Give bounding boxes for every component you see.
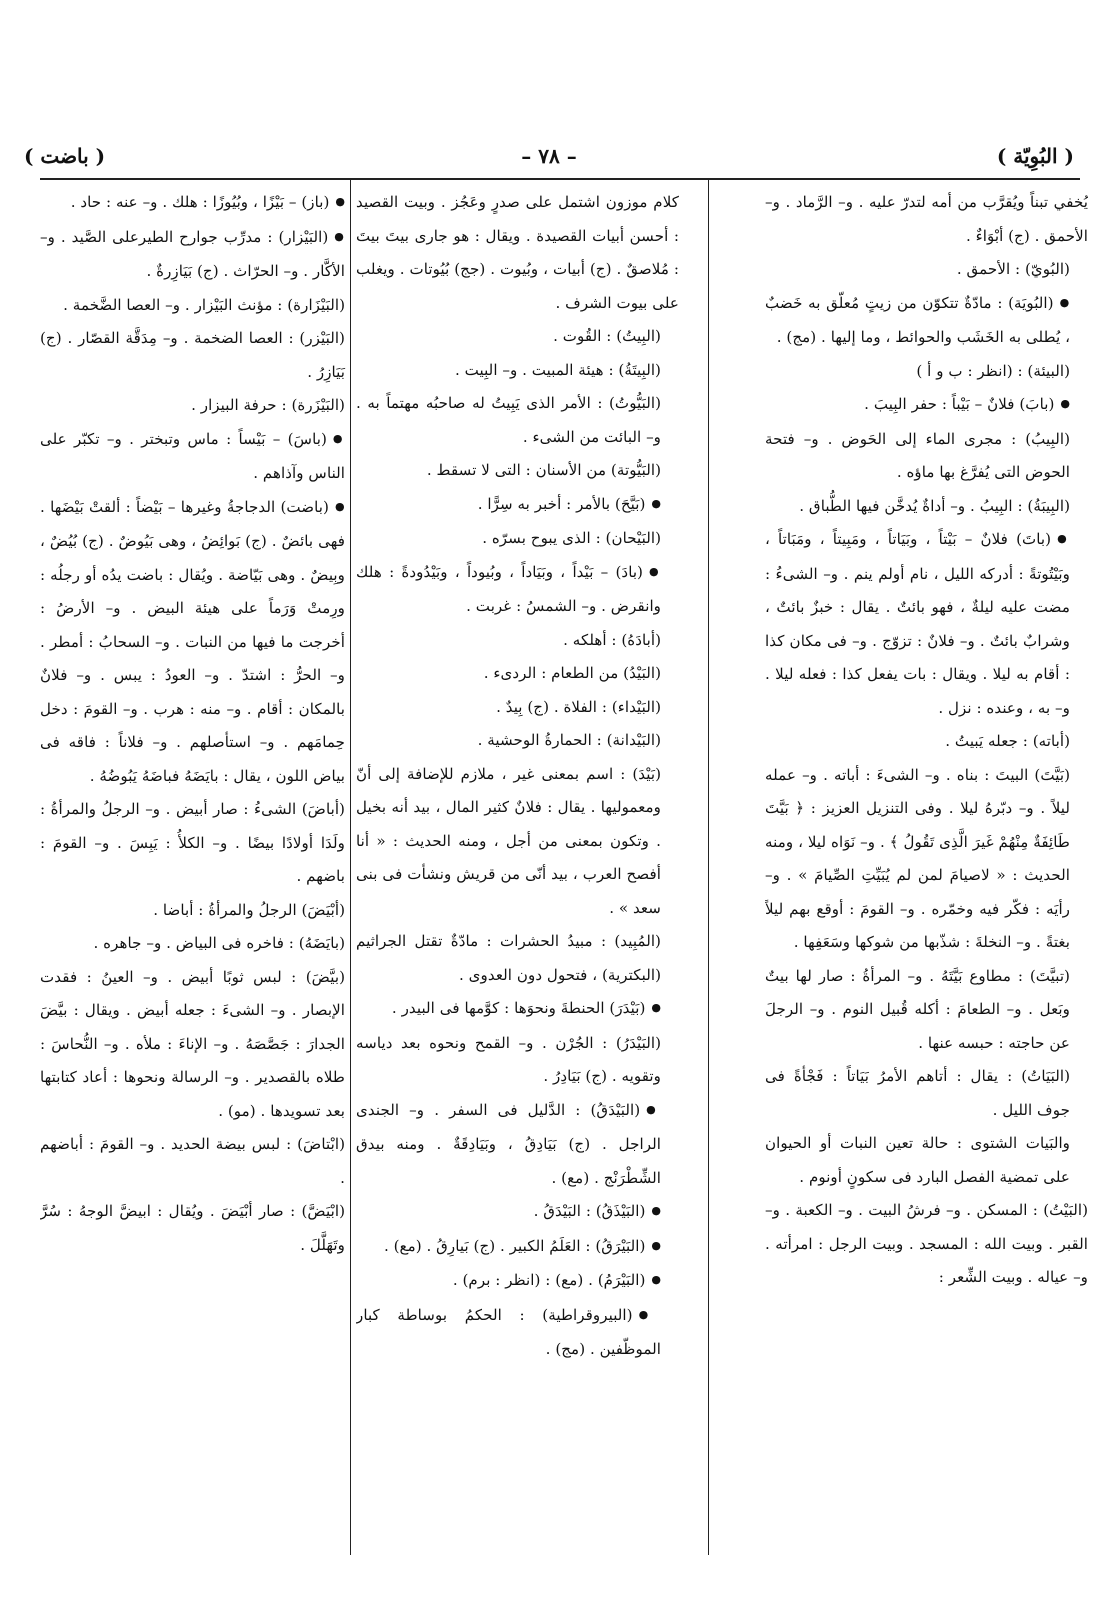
dictionary-entry: (البِيبُ) : مجرى الماء إلى الحَوض . و– فتحة الحوض التى يُفرَّغ بها ماؤه . — [765, 429, 1070, 481]
dictionary-entry: (البيئة) : (انظر : ب و أ ) — [916, 361, 1070, 380]
dictionary-entry: ● (باضت) الدجاجةُ وغيرها – بَيْضاً : ألقتْ بَيْضَها . فهى بائضٌ . (ج) بَوائِضُ ، وهى بَيُوضٌ . (ج) بُيُضٌ ، وبِيضٌ . وهى بَيّاضة . ويُقال : باضت يدُه أو رجلُه : ورِمتْ وَرَماً على هيئة البيض . و– الأرضُ : أخرجت ما فيها من النبات . و– السحابُ : أمطر . و– الحرُّ : اشتدّ . و– العودُ : يبس . و– فلانٌ بالمكان : أقام . و– منه : هرب . و– القومَ : دخل حِمامَهم . و– استأصلهم . و– فلاناً : فاقه فى بياض اللون ، يقال : بايَضَهُ فباضَهُ يَبُوضُهُ . — [40, 491, 363, 794]
dictionary-entry: ● (بادَ) – بَيْداً ، وبَيَاداً ، وبُيوداً ، وبَيْدُودةً : هلك وانقرض . و– الشمسُ : غربت . — [356, 556, 679, 624]
dictionary-entry: (البَيْزر) : العصا الضخمة . و– مِدَقَّة القصّار . (ج) بَيَازِرُ . — [40, 329, 345, 381]
dictionary-entry: (البَيْزَرة) : حرفة البيزار . — [191, 396, 345, 414]
dictionary-entry: (البِيتَةُ) : هيئة المبيت . و– البِيت . — [454, 360, 661, 379]
dictionary-entry: (بَيَّتَ) البيتَ : بناه . و– الشىءَ : أباته . و– عمله ليلاً . و– دبّرهُ ليلا . وفى التنزيل العزيز : ﴿ بَيَّتَ طَائِفَةٌ مِنْهُمْ غَيرَ الَّذِى تَقُولُ ﴾ . و– نَوَاه ليلا ، ومنه الحديث : « لاصيامَ لمن لم يُبَيِّتِ الصِّيامَ » . و– رأيَه : فكّر فيه وخمّره . و– القومَ : أوقع بهم ليلاً بغتةً . و– النخلةَ : شذّبها من شوكها وسَعَفِها . — [765, 765, 1070, 951]
dictionary-entry: ● (البُويَة) : مادّةٌ تتكوّن من زيتٍ مُعلّق به خَضبٌ ، يُطلى به الخَشَب والحوائط ، وما إليها . (مج) . — [765, 287, 1088, 355]
dictionary-entry: (البَيْتُ) : المسكن . و– فرشُ البيت . و– الكعبة . و– القبر . وبيت الله : المسجد . وبيت الرجل : امرأته . و– عياله . وبيت الشِّعر : — [765, 1201, 1088, 1286]
dictionary-entry: (المُبِيد) : مبيدُ الحشرات : مادّةٌ تقتل الجراثيم (البكترية) ، فتحول دون العدوى . — [356, 932, 661, 984]
dictionary-entry: (البَيُّوتُ) : الأمر الذى يَبِيتُ له صاحبُه مهتماً به . و– البائت من الشىء . — [356, 394, 661, 446]
dictionary-entry: يُخفي تبناً ويُقرَّب من أمه لتدرّ عليه . و– الرَّماد . و– الأحمق . (ج) أبْوَاءٌ . — [765, 193, 1088, 245]
header-keyword-left: ( باضت ) — [24, 144, 106, 168]
dictionary-entry: ● (باتَ) فلانٌ – بَيْتاً ، وبَيَاتاً ، ومَبِيتاً ، ومَبَاتاً ، وبَيْتُوتةً : أدركه الليل ، نام أولم ينم . و– الشىءُ : مضت عليه ليلةٌ ، فهو بائتٌ . يقال : خبزٌ بائتٌ ، وشرابٌ بائتٌ . و– فلانٌ : تزوّج . و– فى مكان كذا : أقام به ليلا . ويقال : بات يفعل كذا : فعله ليلا . و– به ، وعنده : نزل . — [765, 523, 1088, 725]
dictionary-entry: (تبيَّتَ) : مطاوع بَيَّتَهُ . و– المرأةُ : صار لها بيتٌ وبَعل . و– الطعامَ : أكله قُبيل النوم . و– الرجلَ عن حاجته : حبسه عنها . — [765, 966, 1070, 1052]
dictionary-entry: (ابْتاضَ) : لبس بيضة الحديد . و– القومَ : أباضهم . — [40, 1135, 345, 1187]
dictionary-entry: (البِيبَةُ) : البِيبُ . و– أداةٌ يُدخَّن فيها الطُّباق . — [799, 496, 1070, 515]
dictionary-entry: (البَيْدَرُ) : الجُرْن . و– القمح ونحوه بعد دياسه وتقويه . (ج) بَيَادِرُ . — [356, 1033, 661, 1085]
dictionary-entry: (أبادَهُ) : أهلكه . — [563, 630, 661, 649]
header-keyword-right: ( البُوِيّة ) — [996, 144, 1074, 168]
dictionary-entry: (بايَضَهُ) : فاخره فى البياض . و– جاهره . — [93, 934, 345, 952]
dictionary-entry: (أباضَ) الشىءُ : صار أبيض . و– الرجلُ والمرأةُ : ولَدَا أولادًا بيضًا . و– الكلأُ : يَبِسَ . و– القومَ : باضهم . — [40, 800, 345, 885]
dictionary-entry: ● (البَيْزار) : مدرِّب جوارح الطيرعلى الصَّيد . و– الأكَّار . و– الحرّاث . (ج) بَيَازِرةٌ . — [40, 221, 363, 289]
dictionary-entry: (البَيْداء) : الفلاة . (ج) بِيدٌ . — [496, 697, 661, 716]
dictionary-entry: (بيَّضَ) : لبس ثوبًا أبيض . و– العينُ : فقدت الإبصار . و– الشىءَ : جعله أبيض . ويقال : بيَّضَ الجدارَ : جَصَّصَهُ . و– الإناءَ : ملأه . و– النُّحاسَ : طلاه بالقصدير . و– الرسالة ونحوها : أعاد كتابتها بعد تسويدها . (مو) . — [40, 967, 345, 1120]
dictionary-entry: (البَيْدُ) من الطعام : الردىء . — [483, 664, 661, 682]
dictionary-entry: (أباته) : جعله يَبيتُ . — [945, 732, 1070, 750]
dictionary-entry: ● (البَيْرَمُ) . (مع) : (انظر : برم) . — [356, 1264, 679, 1299]
column-left — [40, 186, 363, 1566]
dictionary-entry: ● (البيروقراطية) : الحكمُ بوساطة كبار الموظّفين . (مج) . — [356, 1299, 679, 1367]
dictionary-entry: ● (بابَ) فلانٌ – بَيْباً : حفر البِيبَ . — [765, 388, 1088, 423]
dictionary-entry: (البَيْزَارة) : مؤنث البَيْزار . و– العصا الضَّخمة . — [63, 295, 345, 314]
dictionary-entry: (ابْيَضَّ) : صار أبْيَضَ . ويُقال : ابيضَّ الوجهُ : سُرَّ وتَهَلَّلَ . — [40, 1202, 345, 1254]
dictionary-entry: ● (باسَ) – بَيْساً : ماس وتبختر . و– تكبّر على الناس وآذاهم . — [40, 423, 363, 491]
dictionary-entry: ● (بَيَّحَ) بالأمر : أخبر به سِرًّا . — [356, 488, 679, 523]
dictionary-entry: ● (البَيْرَقُ) : العَلَمُ الكبير . (ج) بَيارِقُ . (مع) . — [356, 1230, 679, 1265]
dictionary-entry: كلام موزون اشتمل على صدرٍ وعَجُز . وبيت القصيد : أحسن أبيات القصيدة . ويقال : هو جارى بيتَ بيتَ : مُلاصقٌ . (ج) أبيات ، وبُيوت . (جج) بُيُوتات . ويغلب على بيوت الشرف . — [356, 193, 679, 312]
column-divider-1 — [708, 180, 709, 1555]
dictionary-entry: (البِيتُ) : القُوت . — [553, 327, 661, 345]
column-right — [765, 186, 1088, 1566]
dictionary-entry: والبَيات الشتوى : حالة تعين النبات أو الحيوان على تمضية الفصل البارد فى سكونٍ أونوم . — [765, 1134, 1070, 1186]
page-number: – ٧٨ – — [521, 144, 577, 168]
dictionary-entry: (بَيْدَ) : اسم بمعنى غير ، ملازم للإضافة إلى أنّ ومعموليها . يقال : فلانٌ كثير المال ، بيد أنه بخيل . وتكون بمعنى من أجل ، ومنه الحديث : « أنا أفصح العرب ، بيد أنّى من قريش ونشأت فى بنى سعد » . — [356, 764, 661, 917]
dictionary-entry: ● (بَيْدَرَ) الحنطةَ ونحوَها : كوَّمها فى البيدر . — [356, 992, 679, 1027]
dictionary-entry: (البَيُّوتة) من الأسنان : التى لا تسقط . — [426, 461, 661, 479]
dictionary-entry: (البَيْدانة) : الحمارةُ الوحشية . — [477, 731, 661, 749]
dictionary-entry: ● (باز) – بَيْزًا ، وبُيُوزًا : هلك . و– عنه : حاد . — [40, 186, 363, 221]
header-rule — [40, 178, 1080, 180]
dictionary-entry: (البَيْحان) : الذى يبوح بسرّه . — [482, 529, 661, 547]
dictionary-entry: ● (البَيْذَقُ) : البَيْدَقُ . — [356, 1195, 679, 1230]
dictionary-entry: (البَيَاتُ) : يقال : أتاهم الأمرُ بَيَاتاً : فَجْأةً فى جوف الليل . — [765, 1067, 1070, 1119]
dictionary-entry: ● (البَيْدَقُ) : الدَّليل فى السفر . و– الجندى الراجل . (ج) بَيَادِقُ ، وبَيَادِقَةٌ . ومنه بيدق الشِّطْرَنْج . (مع) . — [356, 1094, 679, 1196]
column-middle — [356, 186, 679, 1566]
dictionary-entry: (البُويّ) : الأحمق . — [956, 260, 1070, 278]
page-header — [24, 140, 1074, 180]
dictionary-entry: (أبْيَضَ) الرجلُ والمرأةُ : أباضا . — [153, 900, 345, 919]
